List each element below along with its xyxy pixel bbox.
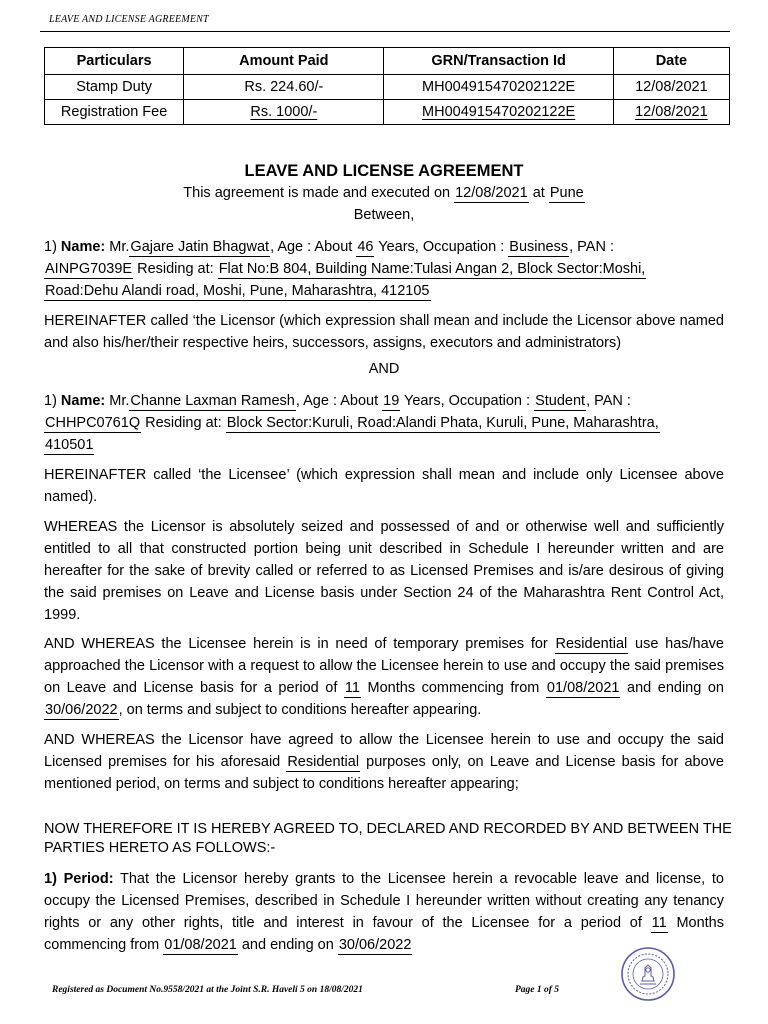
licensee-address-line2: 410501: [45, 437, 94, 453]
licensor-occupation: Business: [509, 239, 569, 255]
label-text: , Age : About: [295, 393, 383, 409]
clause-text: and ending on: [620, 680, 724, 696]
party-number: 1): [44, 393, 61, 409]
clause-text: Months commencing from: [44, 915, 724, 953]
licensee-occupation: Student: [535, 393, 586, 409]
table-cell: [384, 100, 613, 125]
license-months: 11: [651, 915, 667, 931]
page-number: Page 1 of 5: [515, 985, 560, 995]
start-date: 01/08/2021: [546, 680, 620, 696]
column-header: GRN/Transaction Id: [384, 48, 613, 75]
table-cell: Rs. 224.60/-: [184, 75, 384, 100]
label-text: , PAN :: [586, 393, 631, 409]
license-months: 11: [344, 680, 360, 696]
intro-line: [0, 185, 768, 203]
clause-text: use has/have approached the Licensor with a request to allow the Licensee herein to use and occupy the said premises on Leave and License basis for a period of: [44, 636, 724, 696]
now-therefore-clause: NOW THEREFORE IT IS HEREBY AGREED TO, DECLARED AND RECORDED BY AND BETWEEN THE PARTIES HERETO AS FOLLOWS:-: [44, 821, 732, 856]
fee-table: [44, 47, 730, 125]
running-header: LEAVE AND LICENSE AGREEMENT: [49, 14, 209, 25]
table-cell-value: Rs. 1000/-: [250, 104, 318, 120]
registration-footer: Registered as Document No.9558/2021 at the Joint S.R. Haveli 5 on 18/08/2021: [52, 985, 363, 995]
clause-text: That the Licensor hereby grants to the Licensee herein a revocable leave and license, to occupy the Licensed Premises, described in Schedule I hereunder written without creating any tenancy rights or any other rights, title and interest in favour of the Licensee for a period of: [44, 871, 724, 931]
premises-purpose: Residential: [555, 636, 628, 652]
licensor-age: 46: [357, 239, 374, 255]
intro-text: at: [528, 185, 549, 201]
whereas-clause-1: WHEREAS the Licensor is absolutely seized and possessed of and or otherwise well and sufficiently entitled to all that constructed portion being unit described in Schedule I hereunder written and are hereafter for the sake of brevity called or referred to as Licensed Premises and is/are desirous of giving the said premises on Leave and License basis under Section 24 of the Maharashtra Rent Control Act, 1999.: [44, 519, 724, 623]
label-text: , PAN :: [569, 239, 614, 255]
licensor-address-line1: Flat No:B 804, Building Name:Tulasi Angan 2, Block Sector:Moshi,: [218, 261, 646, 277]
execution-date: 12/08/2021: [455, 185, 528, 201]
table-cell: Registration Fee: [45, 100, 184, 125]
column-header: Date: [613, 48, 729, 75]
table-cell: Stamp Duty: [45, 75, 184, 100]
table-cell-value: 12/08/2021: [635, 104, 708, 120]
licensee-address-line1: Block Sector:Kuruli, Road:Alandi Phata, Kuruli, Pune, Maharashtra,: [226, 415, 659, 431]
table-cell: MH004915470202122E: [384, 75, 613, 100]
licensor-details: [44, 236, 724, 302]
table-row: [45, 75, 730, 100]
intro-text: This agreement is made and executed on: [183, 185, 455, 201]
licensor-name: Gajare Jatin Bhagwat: [130, 239, 270, 255]
label-text: Years, Occupation :: [374, 239, 509, 255]
licensor-pan: AINPG7039E: [45, 261, 133, 277]
salutation: Mr.: [105, 239, 130, 255]
licensor-clause: HEREINAFTER called ‘the Licensor (which expression shall mean and include the Licensor above named and also his/her/their respective heirs, successors, assigns, executors and administrators): [44, 313, 724, 351]
label-text: Years, Occupation :: [400, 393, 535, 409]
name-label: Name:: [60, 393, 106, 409]
start-date: 01/08/2021: [164, 937, 237, 953]
party-number: 1): [44, 239, 61, 255]
table-cell: 12/08/2021: [613, 75, 729, 100]
end-date: 30/06/2022: [338, 937, 412, 953]
column-header: Particulars: [45, 48, 184, 75]
between-line: Between,: [353, 207, 415, 223]
end-date: 30/06/2022: [45, 702, 118, 718]
label-text: Residing at:: [133, 261, 218, 277]
column-header: Amount Paid: [184, 48, 384, 75]
clause-text: purposes only, on Leave and License basis for above mentioned period, on terms and subject to conditions hereafter appearing;: [44, 754, 724, 792]
licensee-details: [44, 390, 724, 456]
licensee-name: Channe Laxman Ramesh: [130, 393, 295, 409]
table-cell-value: MH004915470202122E: [422, 104, 576, 120]
header-divider: [40, 31, 730, 32]
period-clause: [44, 868, 724, 956]
label-text: , Age : About: [270, 239, 357, 255]
clause-text: AND WHEREAS the Licensee herein is in need of temporary premises for: [44, 636, 555, 652]
clause-text: Months commencing from: [360, 680, 546, 696]
document-title: LEAVE AND LICENSE AGREEMENT: [244, 162, 524, 180]
salutation: Mr.: [105, 393, 130, 409]
whereas-clause-3: [44, 729, 724, 795]
registration-seal-icon: [620, 946, 676, 1002]
clause-text: AND WHEREAS the Licensor have agreed to allow the Licensee herein to use and occupy the said Licensed premises for his aforesaid: [44, 732, 724, 770]
licensee-age: 19: [383, 393, 400, 409]
clause-text: and ending on: [237, 937, 338, 953]
licensee-clause: HEREINAFTER called ‘the Licensee’ (which expression shall mean and include only Licensee above named).: [44, 467, 724, 505]
and-separator: AND: [368, 361, 400, 377]
table-header-row: [45, 48, 730, 75]
period-label: 1) Period:: [44, 871, 114, 887]
licensee-pan: CHHPC0761Q: [45, 415, 141, 431]
label-text: Residing at:: [141, 415, 226, 431]
premises-purpose: Residential: [287, 754, 360, 770]
clause-text: , on terms and subject to conditions hereafter appearing.: [118, 702, 482, 718]
name-label: Name:: [60, 239, 106, 255]
execution-place: Pune: [549, 185, 584, 201]
table-cell: [613, 100, 729, 125]
table-cell: [184, 100, 384, 125]
table-row: [45, 100, 730, 125]
licensor-address-line2: Road:Dehu Alandi road, Moshi, Pune, Maharashtra, 412105: [45, 283, 430, 299]
whereas-clause-2: [44, 633, 724, 721]
